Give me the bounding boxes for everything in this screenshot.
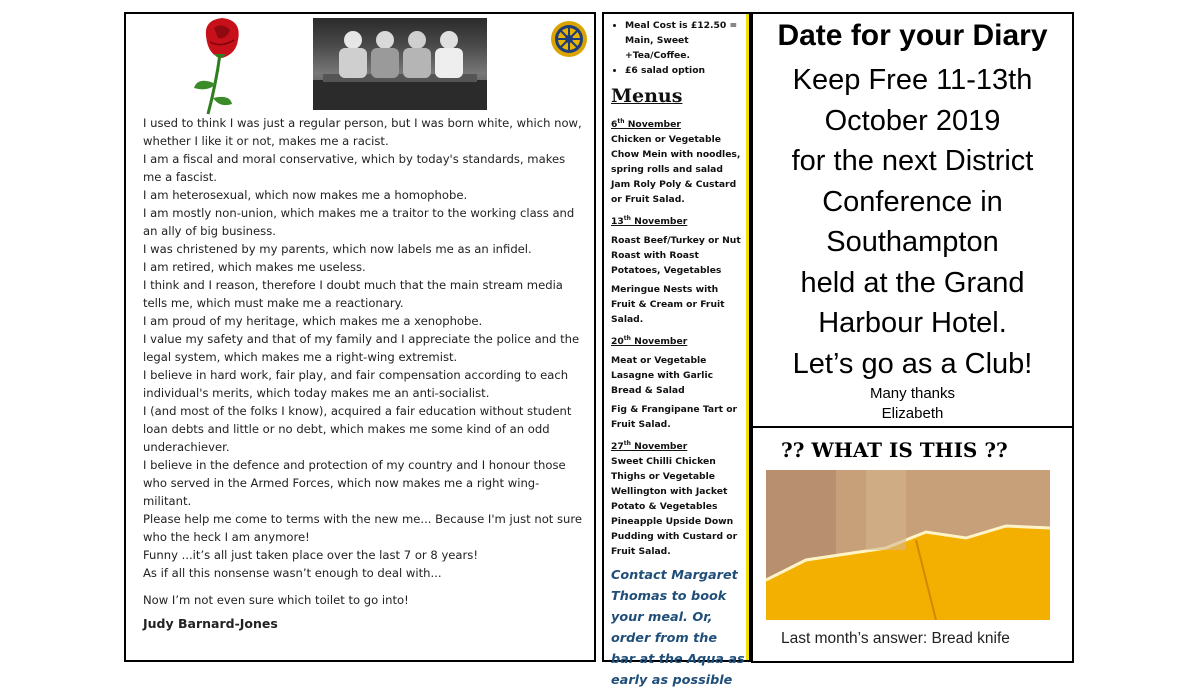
poem-line: As if all this nonsense wasn’t enough to deal with... <box>143 566 442 580</box>
diary-body <box>753 60 1072 384</box>
poem-line: I am heterosexual, which now makes me a homophobe. <box>143 188 468 202</box>
poem-line: I am a fiscal and moral conservative, which by today's standards, makes me a fascist. <box>143 152 566 184</box>
quiz-answer: Last month’s answer: Bread knife <box>781 630 1010 647</box>
poem-text <box>143 114 583 633</box>
menu-date-heading: 20th November <box>611 335 688 348</box>
menu-content <box>611 18 745 691</box>
meal-cost-list <box>611 18 745 78</box>
poem-closing-line: Now I’m not even sure which toilet to go into! <box>143 593 409 607</box>
menu-item: Sweet Chilli Chicken Thighs or Vegetable Wellington with Jacket Potato & Vegetables Pineapple Upside Down Pudding with Custard or Fruit Salad. <box>611 456 738 558</box>
diary-line: Southampton <box>826 226 999 258</box>
meal-cost-item: • Meal Cost is £12.50 = Main, Sweet +Tea/Coffee. <box>625 18 745 63</box>
diary-line: Harbour Hotel. <box>818 307 1007 339</box>
poem-line: I believe in hard work, fair play, and fair compensation according to each individual's merits, which today makes me an anti-socialist. <box>143 368 569 400</box>
menu-item: Meat or Vegetable Lasagne with Garlic Bread & Salad <box>611 355 714 397</box>
contact-text: Contact Margaret Thomas to book your meal. Or, order from the bar at the Aqua as early as possible <box>611 568 745 689</box>
diary-line: for the next District <box>791 145 1034 177</box>
quiz-title: ?? WHAT IS THIS ?? <box>781 438 1008 462</box>
diary-line: October 2019 <box>824 104 1001 137</box>
quiz-panel <box>751 428 1074 663</box>
menu-item: Chicken or Vegetable Chow Mein with noodles, spring rolls and salad Jam Roly Poly & Custard or Fruit Salad. <box>611 134 741 206</box>
mystery-photo <box>766 470 1050 620</box>
poem-line: I was christened by my parents, which now labels me as an infidel. <box>143 242 532 256</box>
meal-cost-item: • £6 salad option <box>625 63 745 78</box>
poem-line: Funny ...it’s all just taken place over the last 7 or 8 years! <box>143 548 478 562</box>
old-men-photo <box>313 18 487 110</box>
poem-line: Please help me come to terms with the new me... Because I'm just not sure who the heck I am anymore! <box>143 512 583 544</box>
poem-line: I value my safety and that of my family and I appreciate the police and the legal system, which makes me a right-wing extremist. <box>143 332 580 364</box>
menu-date-heading: 13th November <box>611 215 688 228</box>
poem-line: I believe in the defence and protection of my country and I honour those who served in the Armed Forces, which now makes me a right wing-militant. <box>143 458 566 508</box>
poem-line: I think and I reason, therefore I doubt much that the main stream media tells me, which must make me a reactionary. <box>143 278 563 310</box>
diary-panel <box>751 12 1074 428</box>
poem-line: I used to think I was just a regular person, but I was born white, which now, whether I like it or not, makes me a racist. <box>143 116 582 148</box>
diary-thanks: Many thanks <box>869 385 956 402</box>
menus-title: Menus <box>611 85 683 107</box>
menu-item: Meringue Nests with Fruit & Cream or Fruit Salad. <box>611 284 725 326</box>
diary-title: Date for your Diary <box>777 19 1048 52</box>
poem-panel <box>124 12 596 662</box>
rose-icon <box>186 14 256 119</box>
diary-line: Conference in <box>822 185 1003 218</box>
diary-signature: Elizabeth <box>881 405 944 422</box>
poem-author: Judy Barnard-Jones <box>143 616 278 631</box>
diary-line: Let’s go as a Club! <box>792 347 1033 380</box>
poem-line: I am mostly non-union, which makes me a traitor to the working class and an ally of big business. <box>143 206 575 238</box>
diary-line: held at the Grand <box>800 266 1025 299</box>
poem-line: I am proud of my heritage, which makes me a xenophobe. <box>143 314 483 328</box>
menu-item: Fig & Frangipane Tart or Fruit Salad. <box>611 404 738 431</box>
diary-line: Keep Free 11-13th <box>792 64 1033 96</box>
poem-line: I am retired, which makes me useless. <box>143 260 366 274</box>
menu-date-heading: 27th November <box>611 440 688 453</box>
poem-line: I (and most of the folks I know), acquired a fair education without student loan debts and little or no debt, which makes me some kind of an odd underachiever. <box>143 404 572 454</box>
rotary-logo-icon <box>550 20 588 58</box>
menu-panel <box>602 12 751 689</box>
menu-item: Roast Beef/Turkey or Nut Roast with Roast Potatoes, Vegetables <box>611 235 741 277</box>
menu-date-heading: 6th November <box>611 118 681 131</box>
